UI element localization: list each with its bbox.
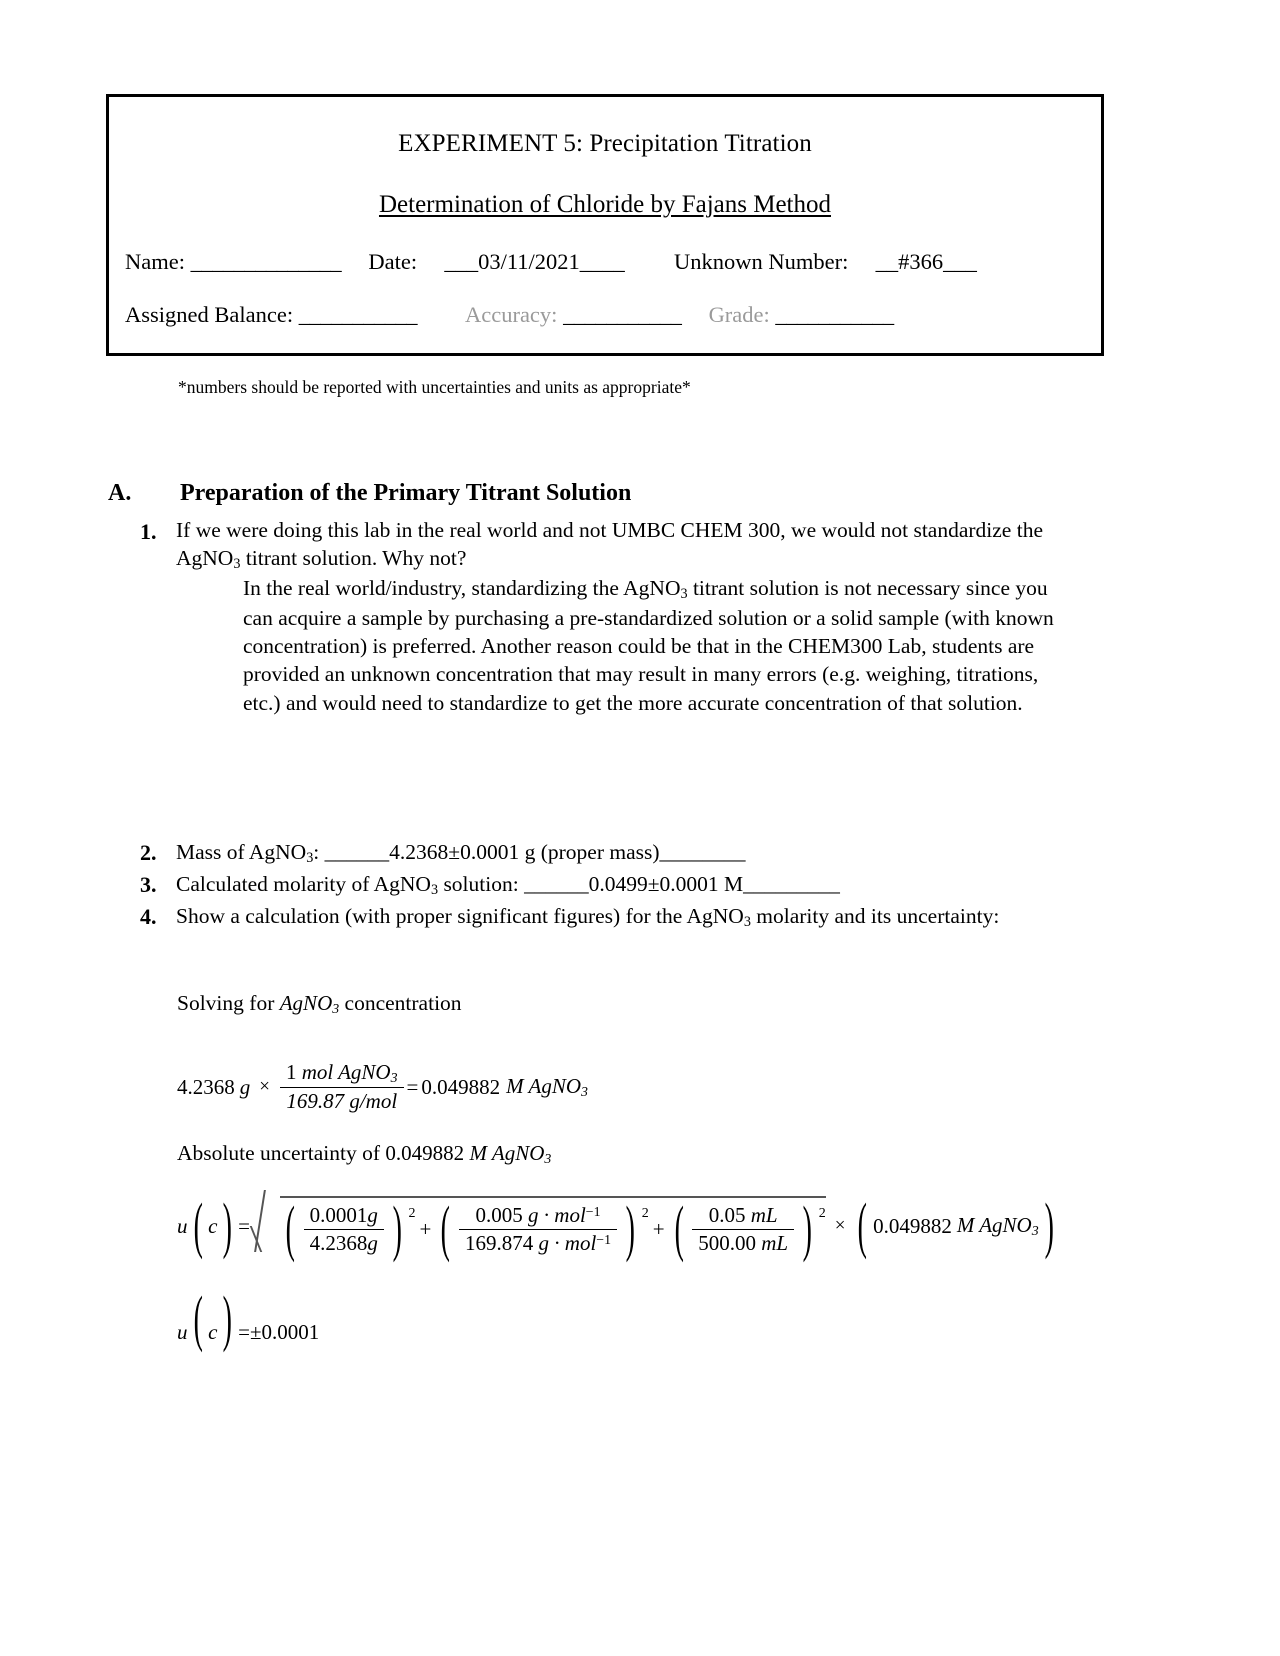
eq2-term1-denominator bbox=[304, 1230, 384, 1256]
solving-species bbox=[280, 991, 339, 1015]
open-paren-icon: ( bbox=[674, 1195, 684, 1264]
subscript-3: 3 bbox=[390, 1070, 398, 1086]
eq1-result-unit-text: M AgNO bbox=[506, 1074, 581, 1098]
subscript-3: 3 bbox=[680, 586, 688, 603]
eq2-term2-fraction bbox=[459, 1203, 617, 1256]
eq2-term3-den-unit: mL bbox=[761, 1231, 789, 1255]
question-1-text bbox=[176, 516, 1070, 574]
eq2-term1-exponent: 2 bbox=[408, 1206, 416, 1221]
close-paren-icon: ) bbox=[223, 1285, 233, 1353]
experiment-title: EXPERIMENT 5: Precipitation Titration bbox=[398, 130, 812, 157]
eq2-term2-num-value: 0.005 bbox=[475, 1203, 523, 1227]
unknown-number-label: Unknown Number: bbox=[674, 249, 849, 274]
close-paren-icon: ) bbox=[802, 1195, 813, 1264]
eq2-term3-num-value: 0.05 bbox=[708, 1203, 746, 1227]
radicand bbox=[280, 1195, 826, 1264]
subscript-3: 3 bbox=[544, 1151, 552, 1167]
question-1 bbox=[140, 516, 1070, 574]
eq2-multiplier-unit-text: M AgNO bbox=[956, 1212, 1032, 1237]
eq3-result-value: ±0.0001 bbox=[249, 1320, 320, 1344]
eq2-term-1 bbox=[280, 1195, 416, 1264]
eq2-c-symbol: c bbox=[208, 1213, 218, 1238]
question-2-number: 2. bbox=[140, 840, 157, 865]
absolute-uncertainty-label bbox=[177, 1141, 551, 1167]
eq1-fraction-denominator: 169.87 g/mol bbox=[286, 1089, 398, 1114]
multiplication-icon: × bbox=[259, 1076, 270, 1098]
close-paren-icon: ) bbox=[625, 1195, 636, 1264]
question-1-text-part2: titrant solution. Why not? bbox=[240, 546, 467, 571]
question-2-answer-value[interactable]: 4.2368±0.0001 g (proper mass) bbox=[389, 840, 660, 864]
eq2-term2-den-value: 169.874 bbox=[465, 1231, 534, 1255]
question-4 bbox=[140, 902, 1080, 932]
uncertainty-propagation-equation bbox=[177, 1191, 1059, 1264]
eq2-term3-numerator bbox=[703, 1203, 784, 1229]
date-value-field[interactable]: ___03/11/2021____ bbox=[444, 249, 625, 274]
equals-sign: = bbox=[406, 1074, 419, 1099]
question-3-number: 3. bbox=[140, 872, 157, 897]
eq1-result-unit bbox=[506, 1074, 588, 1100]
assigned-balance-label: Assigned Balance: bbox=[125, 302, 294, 327]
question-2-body bbox=[176, 838, 1080, 868]
answer-part1: In the real world/industry, standardizing the AgNO bbox=[243, 576, 681, 600]
eq2-multiplier-value: 0.049882 bbox=[873, 1213, 952, 1238]
open-paren-icon: ( bbox=[285, 1195, 295, 1264]
date-label: Date: bbox=[368, 249, 418, 274]
eq2-term3-denominator bbox=[692, 1230, 794, 1256]
section-a-heading bbox=[108, 480, 631, 507]
section-title: Preparation of the Primary Titrant Solution bbox=[180, 480, 632, 506]
eq2-term1-num-value: 0.0001 bbox=[309, 1203, 368, 1227]
eq2-term2-den-unit-exp: −1 bbox=[596, 1231, 612, 1247]
eq2-term1-num-unit: g bbox=[367, 1203, 378, 1227]
eq1-mass-value: 4.2368 bbox=[177, 1074, 235, 1099]
eq2-term2-num-unit-exp: −1 bbox=[585, 1203, 601, 1219]
accuracy-blank-field[interactable]: ___________ bbox=[563, 302, 682, 327]
solving-for-label bbox=[177, 991, 462, 1017]
eq2-term3-den-value: 500.00 bbox=[698, 1231, 756, 1255]
experiment-subtitle bbox=[109, 191, 1101, 219]
question-4-text-pre: Show a calculation (with proper significant figures) for the AgNO bbox=[176, 904, 744, 928]
question-3-label-post: solution: ______ bbox=[438, 872, 589, 896]
equals-sign: = bbox=[238, 1213, 250, 1238]
eq2-term1-fraction bbox=[304, 1203, 384, 1256]
solving-label-post: concentration bbox=[344, 991, 462, 1015]
eq2-term2-den-unit: g · mol bbox=[538, 1231, 597, 1255]
eq2-term2-numerator bbox=[470, 1203, 607, 1229]
eq1-mass-unit: g bbox=[239, 1074, 251, 1099]
grade-label: Grade: bbox=[708, 302, 770, 327]
question-2-trailing-blank[interactable]: ________ bbox=[659, 840, 746, 864]
unknown-number-value-field[interactable]: __#366___ bbox=[875, 249, 977, 274]
header-box bbox=[106, 94, 1104, 356]
question-2-label-post: : ______ bbox=[313, 840, 390, 864]
eq2-term-3 bbox=[669, 1195, 826, 1264]
eq1-result-value: 0.049882 bbox=[421, 1074, 501, 1099]
square-root-icon bbox=[254, 1195, 826, 1264]
eq1-num-unit bbox=[302, 1060, 398, 1084]
eq1-num-unit-text: mol AgNO bbox=[301, 1060, 391, 1084]
name-blank-field[interactable]: ______________ bbox=[190, 249, 342, 274]
close-paren-icon: ) bbox=[392, 1195, 402, 1264]
eq2-multiplier-unit bbox=[957, 1213, 1039, 1239]
abs-unit-text: M AgNO bbox=[469, 1141, 545, 1165]
header-row-balance-accuracy-grade bbox=[109, 302, 1101, 328]
molarity-equation bbox=[177, 1060, 588, 1114]
answer-part2: titrant solution is not necessary since you can acquire a sample by purchasing a pre-standardized solution or a solid sample (with known concentration) is preferred. Another reason could be that in the CHEM300 Lab, students are provided an unknown concentration that may result in many errors (e.g. weighing, titrations, etc.) and would need to standardize to get the more accurate concentration of that solution. bbox=[243, 576, 1054, 715]
eq2-term3-num-unit: mL bbox=[750, 1203, 778, 1227]
question-3 bbox=[140, 870, 1080, 900]
eq1-num-value: 1 bbox=[285, 1060, 297, 1084]
eq2-term2-num-unit: g · mol bbox=[528, 1203, 586, 1227]
eq2-term3-fraction bbox=[692, 1203, 794, 1256]
eq2-term2-denominator bbox=[459, 1230, 617, 1256]
abs-unit bbox=[470, 1141, 552, 1165]
plus-sign: + bbox=[419, 1217, 432, 1241]
question-2 bbox=[140, 838, 1080, 868]
eq2-term1-numerator bbox=[304, 1203, 384, 1229]
eq2-term2-exponent: 2 bbox=[641, 1206, 649, 1221]
subscript-3: 3 bbox=[743, 914, 751, 931]
open-paren-icon: ( bbox=[193, 1191, 203, 1260]
plus-sign: + bbox=[652, 1217, 665, 1241]
question-1-text-part1: If we were doing this lab in the real world and not UMBC CHEM 300, we would not standardize the AgNO bbox=[176, 518, 1043, 571]
solving-label-text: Solving for bbox=[177, 991, 275, 1015]
eq3-c-symbol: c bbox=[208, 1320, 218, 1344]
grade-blank-field[interactable]: ___________ bbox=[775, 302, 894, 327]
eq3-u-symbol: u bbox=[177, 1320, 188, 1344]
open-paren-icon: ( bbox=[858, 1191, 868, 1260]
radical-sign bbox=[254, 1196, 280, 1256]
subscript-3: 3 bbox=[581, 1084, 588, 1100]
eq2-u-symbol: u bbox=[177, 1213, 188, 1238]
eq2-term-2 bbox=[435, 1195, 649, 1264]
accuracy-label: Accuracy: bbox=[464, 302, 558, 327]
subscript-3: 3 bbox=[306, 850, 314, 867]
question-1-answer bbox=[243, 574, 1063, 717]
multiplication-icon: × bbox=[834, 1215, 846, 1236]
section-letter: A. bbox=[108, 480, 132, 506]
units-note: *numbers should be reported with uncertainties and units as appropriate* bbox=[178, 377, 691, 397]
subscript-3: 3 bbox=[1031, 1223, 1039, 1239]
equals-sign: = bbox=[238, 1320, 250, 1344]
question-3-trailing-blank[interactable]: _________ bbox=[743, 872, 840, 896]
abs-value: 0.049882 bbox=[385, 1141, 465, 1165]
solving-species-formula: AgNO bbox=[279, 991, 333, 1015]
question-4-body bbox=[176, 902, 1080, 932]
close-paren-icon: ) bbox=[1044, 1191, 1054, 1260]
subscript-3: 3 bbox=[332, 1001, 340, 1017]
subscript-3: 3 bbox=[233, 556, 241, 573]
assigned-balance-blank-field[interactable]: ___________ bbox=[298, 302, 417, 327]
subscript-3: 3 bbox=[430, 882, 439, 899]
open-paren-icon: ( bbox=[193, 1285, 203, 1353]
eq1-fraction bbox=[280, 1060, 404, 1114]
uncertainty-result-equation bbox=[177, 1285, 320, 1353]
open-paren-icon: ( bbox=[441, 1195, 451, 1264]
eq2-term1-den-unit: g bbox=[367, 1231, 378, 1255]
question-3-body bbox=[176, 870, 1080, 900]
question-4-text-post: molarity and its uncertainty: bbox=[750, 904, 1000, 928]
header-row-name-date-unknown bbox=[109, 249, 1101, 275]
name-label: Name: bbox=[125, 249, 185, 274]
question-3-label-pre: Calculated molarity of AgNO bbox=[176, 872, 431, 896]
close-paren-icon: ) bbox=[223, 1191, 233, 1260]
eq2-term1-den-value: 4.2368 bbox=[309, 1231, 368, 1255]
question-4-number: 4. bbox=[140, 904, 157, 929]
question-3-answer-value[interactable]: 0.0499±0.0001 M bbox=[588, 872, 744, 896]
eq2-term3-exponent: 2 bbox=[818, 1206, 826, 1221]
eq1-fraction-numerator bbox=[280, 1060, 404, 1087]
question-1-number: 1. bbox=[140, 519, 157, 544]
question-2-label-pre: Mass of AgNO bbox=[176, 840, 307, 864]
experiment-subtitle-underline: Determination of Chloride by Fajans Method bbox=[378, 191, 831, 218]
abs-label-text: Absolute uncertainty of bbox=[177, 1141, 381, 1165]
